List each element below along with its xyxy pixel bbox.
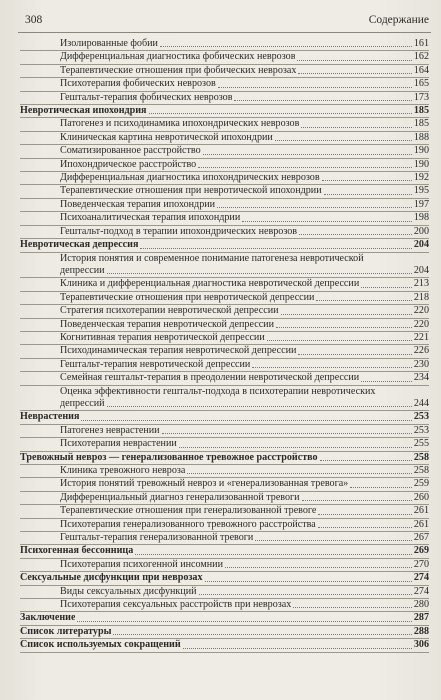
dot-leader <box>107 273 412 274</box>
toc-subsection-entry <box>20 78 429 91</box>
dot-leader <box>252 367 412 368</box>
toc-entry-title: Стратегия психотерапии невротической депрессии <box>60 305 279 317</box>
toc-page-number: 260 <box>413 491 429 503</box>
toc-entry-title: Патогенез и психодинамика ипохондрических неврозов <box>60 118 300 130</box>
toc-entry-title: Виды сексуальных дисфункций <box>60 585 197 597</box>
dot-leader <box>318 514 411 515</box>
toc-subsection-entry <box>20 132 429 145</box>
toc-entry-title: Терапевтические отношения при генерализованной тревоге <box>60 505 317 517</box>
dot-leader <box>275 140 412 141</box>
dot-leader <box>205 581 412 582</box>
toc-entry-title: Психоаналитическая терапия ипохондрии <box>60 212 241 224</box>
toc-subsection-entry <box>20 118 429 131</box>
toc-page-number: 164 <box>413 64 429 76</box>
toc-page-number: 173 <box>413 91 429 103</box>
toc-subsection-entry <box>20 599 429 612</box>
toc-page-number: 221 <box>413 331 429 343</box>
toc-page-number: 261 <box>413 505 429 517</box>
toc-entry-title: Изолированные фобии <box>60 38 158 49</box>
table-of-contents <box>20 38 429 653</box>
toc-page-number: 258 <box>413 465 429 476</box>
toc-subsection-entry <box>20 226 429 239</box>
toc-page-number: 253 <box>413 424 429 436</box>
dot-leader <box>298 73 411 74</box>
toc-subsection-entry <box>20 159 429 172</box>
toc-subsection-entry <box>20 185 429 198</box>
toc-subsection-entry <box>20 559 429 572</box>
dot-leader <box>316 300 411 301</box>
toc-subsection-entry <box>20 532 429 545</box>
dot-leader <box>302 500 412 501</box>
toc-page-number: 213 <box>413 278 429 290</box>
dot-leader <box>281 314 412 315</box>
toc-page-number: 270 <box>413 558 429 570</box>
toc-page-number: 220 <box>413 318 429 330</box>
toc-entry-title: Ипохондрическое расстройство <box>60 158 197 170</box>
dot-leader <box>225 567 412 568</box>
toc-entry-title: Неврастения <box>20 411 80 423</box>
toc-page-number: 306 <box>413 639 429 651</box>
toc-entry-title: Психотерапия сексуальных расстройств при неврозах <box>60 599 292 611</box>
toc-subsection-entry <box>20 92 429 105</box>
toc-subsection-entry <box>20 172 429 185</box>
toc-page-number: 204 <box>413 239 429 251</box>
dot-leader <box>361 287 412 288</box>
toc-entry-title: Дифференциальный диагноз генерализованной тревоги <box>60 491 300 503</box>
toc-entry-title-line: депрессий <box>60 397 105 409</box>
toc-subsection-entry <box>20 65 429 78</box>
toc-subsection-entry <box>20 292 429 305</box>
toc-entry-title: Клиника и дифференциальная диагностика невротической депрессии <box>60 278 360 290</box>
toc-page-number: 190 <box>413 145 429 157</box>
toc-entry-title: Соматизированное расстройство <box>60 145 201 157</box>
dot-leader <box>77 621 411 622</box>
toc-section-entry <box>20 639 429 652</box>
toc-entry-title: Заключение <box>20 612 76 624</box>
toc-entry-title: Патогенез неврастении <box>60 424 160 436</box>
toc-subsection-entry <box>20 492 429 505</box>
toc-subsection-entry <box>20 319 429 332</box>
toc-page-number: 161 <box>413 38 429 49</box>
toc-section-entry <box>20 105 429 118</box>
toc-page-number: 230 <box>413 358 429 370</box>
toc-page-number: 253 <box>413 411 429 423</box>
toc-subsection-entry <box>20 505 429 518</box>
toc-page-number: 198 <box>413 212 429 224</box>
dot-leader <box>361 381 412 382</box>
toc-page-number: 204 <box>413 264 429 276</box>
toc-entry-title: Терапевтические отношения при невротической депрессии <box>60 291 315 303</box>
toc-entry-title: Психотерапия неврастении <box>60 438 177 450</box>
dot-leader <box>113 634 411 635</box>
toc-page-number: 259 <box>413 478 429 490</box>
dot-leader <box>199 594 412 595</box>
dot-leader <box>324 194 412 195</box>
toc-entry-title: Когнитивная терапия невротической депрессии <box>60 331 265 343</box>
toc-subsection-entry <box>20 386 429 412</box>
toc-page-number: 226 <box>413 345 429 357</box>
toc-entry-title-line: депрессии <box>60 264 105 276</box>
dot-leader <box>298 354 411 355</box>
toc-section-entry <box>20 545 429 558</box>
toc-entry-title: Поведенческая терапия ипохондрии <box>60 198 216 210</box>
toc-entry-title: Список используемых сокращений <box>20 639 181 651</box>
dot-leader <box>350 487 412 488</box>
toc-subsection-entry <box>20 51 429 64</box>
dot-leader <box>183 648 412 649</box>
toc-page-number: 288 <box>413 625 429 637</box>
dot-leader <box>187 473 411 474</box>
toc-entry-title: Сексуальные дисфункции при неврозах <box>20 572 203 584</box>
dot-leader <box>318 527 412 528</box>
toc-entry-title: Терапевтические отношения при фобических неврозах <box>60 64 297 76</box>
toc-page-number: 244 <box>413 397 429 409</box>
toc-page-number: 185 <box>413 118 429 130</box>
toc-subsection-entry <box>20 345 429 358</box>
toc-page-number: 261 <box>413 518 429 530</box>
toc-section-entry <box>20 572 429 585</box>
toc-entry-title: Гештальт-подход в терапии ипохондрических неврозов <box>60 225 298 237</box>
toc-page-number: 188 <box>413 131 429 143</box>
toc-page-number: 255 <box>413 438 429 450</box>
toc-entry-title: Список литературы <box>20 625 112 637</box>
toc-subsection-entry <box>20 145 429 158</box>
toc-entry-title: Клиническая картина невротической ипохондрии <box>60 131 273 143</box>
dot-leader <box>160 46 412 47</box>
dot-leader <box>299 234 412 235</box>
toc-page-number: 218 <box>413 291 429 303</box>
toc-subsection-entry <box>20 438 429 451</box>
header-rule <box>18 32 431 33</box>
toc-entry-title: Клиника тревожного невроза <box>60 465 186 476</box>
toc-page-number: 267 <box>413 532 429 544</box>
toc-entry-title: Психодинамическая терапия невротической депрессии <box>60 345 297 357</box>
toc-entry-title: Невротическая ипохондрия <box>20 105 147 117</box>
toc-page-number: 280 <box>413 599 429 611</box>
toc-page-number: 185 <box>413 105 429 117</box>
page-header <box>0 8 441 30</box>
toc-entry-title: Психотерапия фобических неврозов <box>60 78 216 90</box>
dot-leader <box>255 540 412 541</box>
dot-leader <box>322 180 412 181</box>
dot-leader <box>149 113 412 114</box>
toc-entry-title: Гештальт-терапия генерализованной тревоги <box>60 532 254 544</box>
toc-entry-title-line: История понятия и современное понимание патогенеза невротической <box>60 252 364 264</box>
toc-entry-title: Психотерапия психогенной инсомнии <box>60 558 223 570</box>
toc-page-number: 287 <box>413 612 429 624</box>
toc-entry-title: Гештальт-терапия фобических неврозов <box>60 91 233 103</box>
toc-subsection-entry <box>20 38 429 51</box>
toc-subsection-entry <box>20 278 429 291</box>
toc-page-number: 192 <box>413 172 429 184</box>
toc-entry-title: Дифференциальная диагностика ипохондрических неврозов <box>60 172 320 184</box>
dot-leader <box>276 327 412 328</box>
toc-section-entry <box>20 239 429 252</box>
toc-subsection-entry <box>20 359 429 372</box>
dot-leader <box>162 433 412 434</box>
toc-subsection-entry <box>20 305 429 318</box>
toc-page-number: 269 <box>413 545 429 557</box>
toc-page-number: 274 <box>413 572 429 584</box>
dot-leader <box>140 248 411 249</box>
toc-entry-title: Невротическая депрессия <box>20 239 139 251</box>
toc-page-number: 197 <box>413 198 429 210</box>
toc-subsection-entry <box>20 519 429 532</box>
toc-subsection-entry <box>20 586 429 599</box>
toc-section-entry <box>20 452 429 465</box>
dot-leader <box>81 420 411 421</box>
toc-entry-title: Психогенная бессонница <box>20 545 134 557</box>
toc-entry-title: Терапевтические отношения при невротической ипохондрии <box>60 185 322 197</box>
toc-page-number: 220 <box>413 305 429 317</box>
toc-subsection-entry <box>20 199 429 212</box>
dot-leader <box>293 607 412 608</box>
toc-subsection-entry <box>20 332 429 345</box>
toc-entry-title: Поведенческая терапия невротической депрессии <box>60 318 274 330</box>
toc-entry-title: Гештальт-терапия невротической депрессии <box>60 358 251 370</box>
dot-leader <box>267 340 412 341</box>
toc-page-number: 162 <box>413 51 429 63</box>
dot-leader <box>242 221 412 222</box>
dot-leader <box>320 460 412 461</box>
dot-leader <box>107 406 412 407</box>
page-number: 308 <box>25 14 43 26</box>
toc-entry-title: Психотерапия генерализованного тревожного расстройства <box>60 518 316 530</box>
toc-subsection-entry <box>20 372 429 385</box>
dot-leader <box>179 447 412 448</box>
toc-subsection-entry <box>20 425 429 438</box>
toc-subsection-entry <box>20 478 429 491</box>
dot-leader <box>234 100 411 101</box>
toc-page-number: 200 <box>413 225 429 237</box>
dot-leader <box>217 207 412 208</box>
toc-page-number: 274 <box>413 585 429 597</box>
toc-entry-title: Дифференциальная диагностика фобических неврозов <box>60 51 296 63</box>
toc-entry-title: История понятий тревожный невроз и «генерализованная тревога» <box>60 478 349 490</box>
dot-leader <box>203 154 412 155</box>
toc-subsection-entry <box>20 465 429 478</box>
toc-page-number: 190 <box>413 158 429 170</box>
running-title: Содержание <box>368 14 429 26</box>
toc-entry-title-line: Оценка эффективности гештальт-подхода в психотерапии невротических <box>60 385 376 397</box>
toc-page-number: 165 <box>413 78 429 90</box>
toc-section-entry <box>20 411 429 424</box>
toc-subsection-entry <box>20 212 429 225</box>
dot-leader <box>198 167 412 168</box>
toc-entry-title: Семейная гештальт-терапия в преодолении невротической депрессии <box>60 372 360 384</box>
dot-leader <box>218 87 412 88</box>
toc-page-number: 195 <box>413 185 429 197</box>
dot-leader <box>301 127 411 128</box>
dot-leader <box>135 554 412 555</box>
toc-subsection-entry <box>20 253 429 279</box>
toc-page-number: 258 <box>413 451 429 463</box>
toc-page-number: 234 <box>413 372 429 384</box>
toc-section-entry <box>20 612 429 625</box>
toc-entry-title: Тревожный невроз — генерализованное тревожное расстройство <box>20 451 318 463</box>
dot-leader <box>297 60 411 61</box>
toc-section-entry <box>20 626 429 639</box>
